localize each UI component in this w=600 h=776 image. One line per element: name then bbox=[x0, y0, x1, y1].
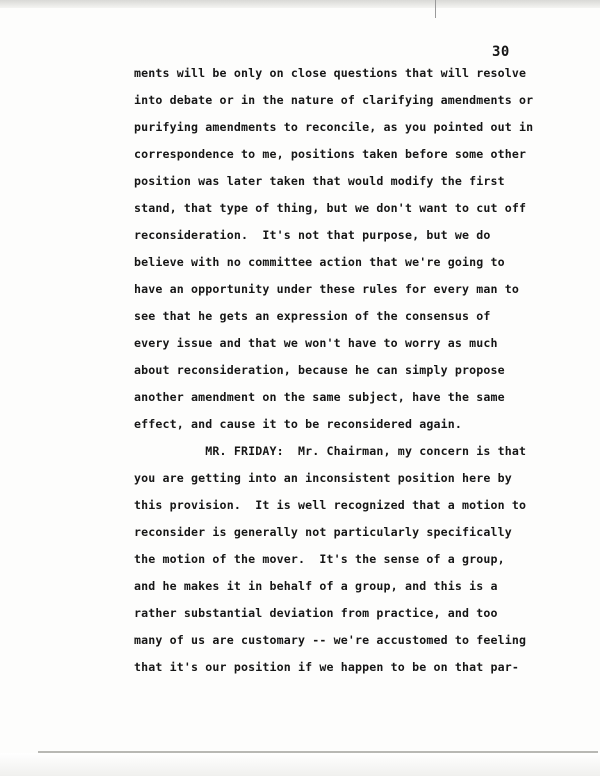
text-line: believe with no committee action that we're going to bbox=[134, 255, 505, 269]
text-line: and he makes it in behalf of a group, and this is a bbox=[134, 579, 498, 593]
text-line: effect, and cause it to be reconsidered again. bbox=[134, 417, 462, 431]
text-line: correspondence to me, positions taken before some other bbox=[134, 147, 527, 161]
text-line: every issue and that we won't have to worry as much bbox=[134, 336, 498, 350]
page-number: 30 bbox=[492, 44, 510, 60]
text-line: about reconsideration, because he can simply propose bbox=[134, 363, 505, 377]
text-line: another amendment on the same subject, have the same bbox=[134, 390, 505, 404]
text-line: position was later taken that would modify the first bbox=[134, 174, 505, 188]
page-bottom-edge bbox=[0, 753, 600, 776]
text-line: ments will be only on close questions that will resolve bbox=[134, 66, 527, 80]
text-line: reconsideration. It's not that purpose, but we do bbox=[134, 228, 491, 242]
text-line: the motion of the mover. It's the sense of a group, bbox=[134, 552, 505, 566]
text-line: purifying amendments to reconcile, as you pointed out in bbox=[134, 120, 534, 134]
page-top-edge bbox=[0, 0, 600, 8]
text-line: that it's our position if we happen to be on that par- bbox=[134, 660, 520, 674]
text-line: rather substantial deviation from practice, and too bbox=[134, 606, 498, 620]
text-line: this provision. It is well recognized that a motion to bbox=[134, 498, 527, 512]
page-top-mark bbox=[435, 0, 436, 18]
text-line: have an opportunity under these rules for every man to bbox=[134, 282, 520, 296]
speaker-line: MR. FRIDAY: Mr. Chairman, my concern is that bbox=[134, 444, 527, 458]
text-line: stand, that type of thing, but we don't want to cut off bbox=[134, 201, 527, 215]
text-line: see that he gets an expression of the consensus of bbox=[134, 309, 491, 323]
text-line: reconsider is generally not particularly specifically bbox=[134, 525, 512, 539]
text-line: into debate or in the nature of clarifying amendments or bbox=[134, 93, 534, 107]
text-line: many of us are customary -- we're accustomed to feeling bbox=[134, 633, 527, 647]
text-line: you are getting into an inconsistent position here by bbox=[134, 471, 512, 485]
